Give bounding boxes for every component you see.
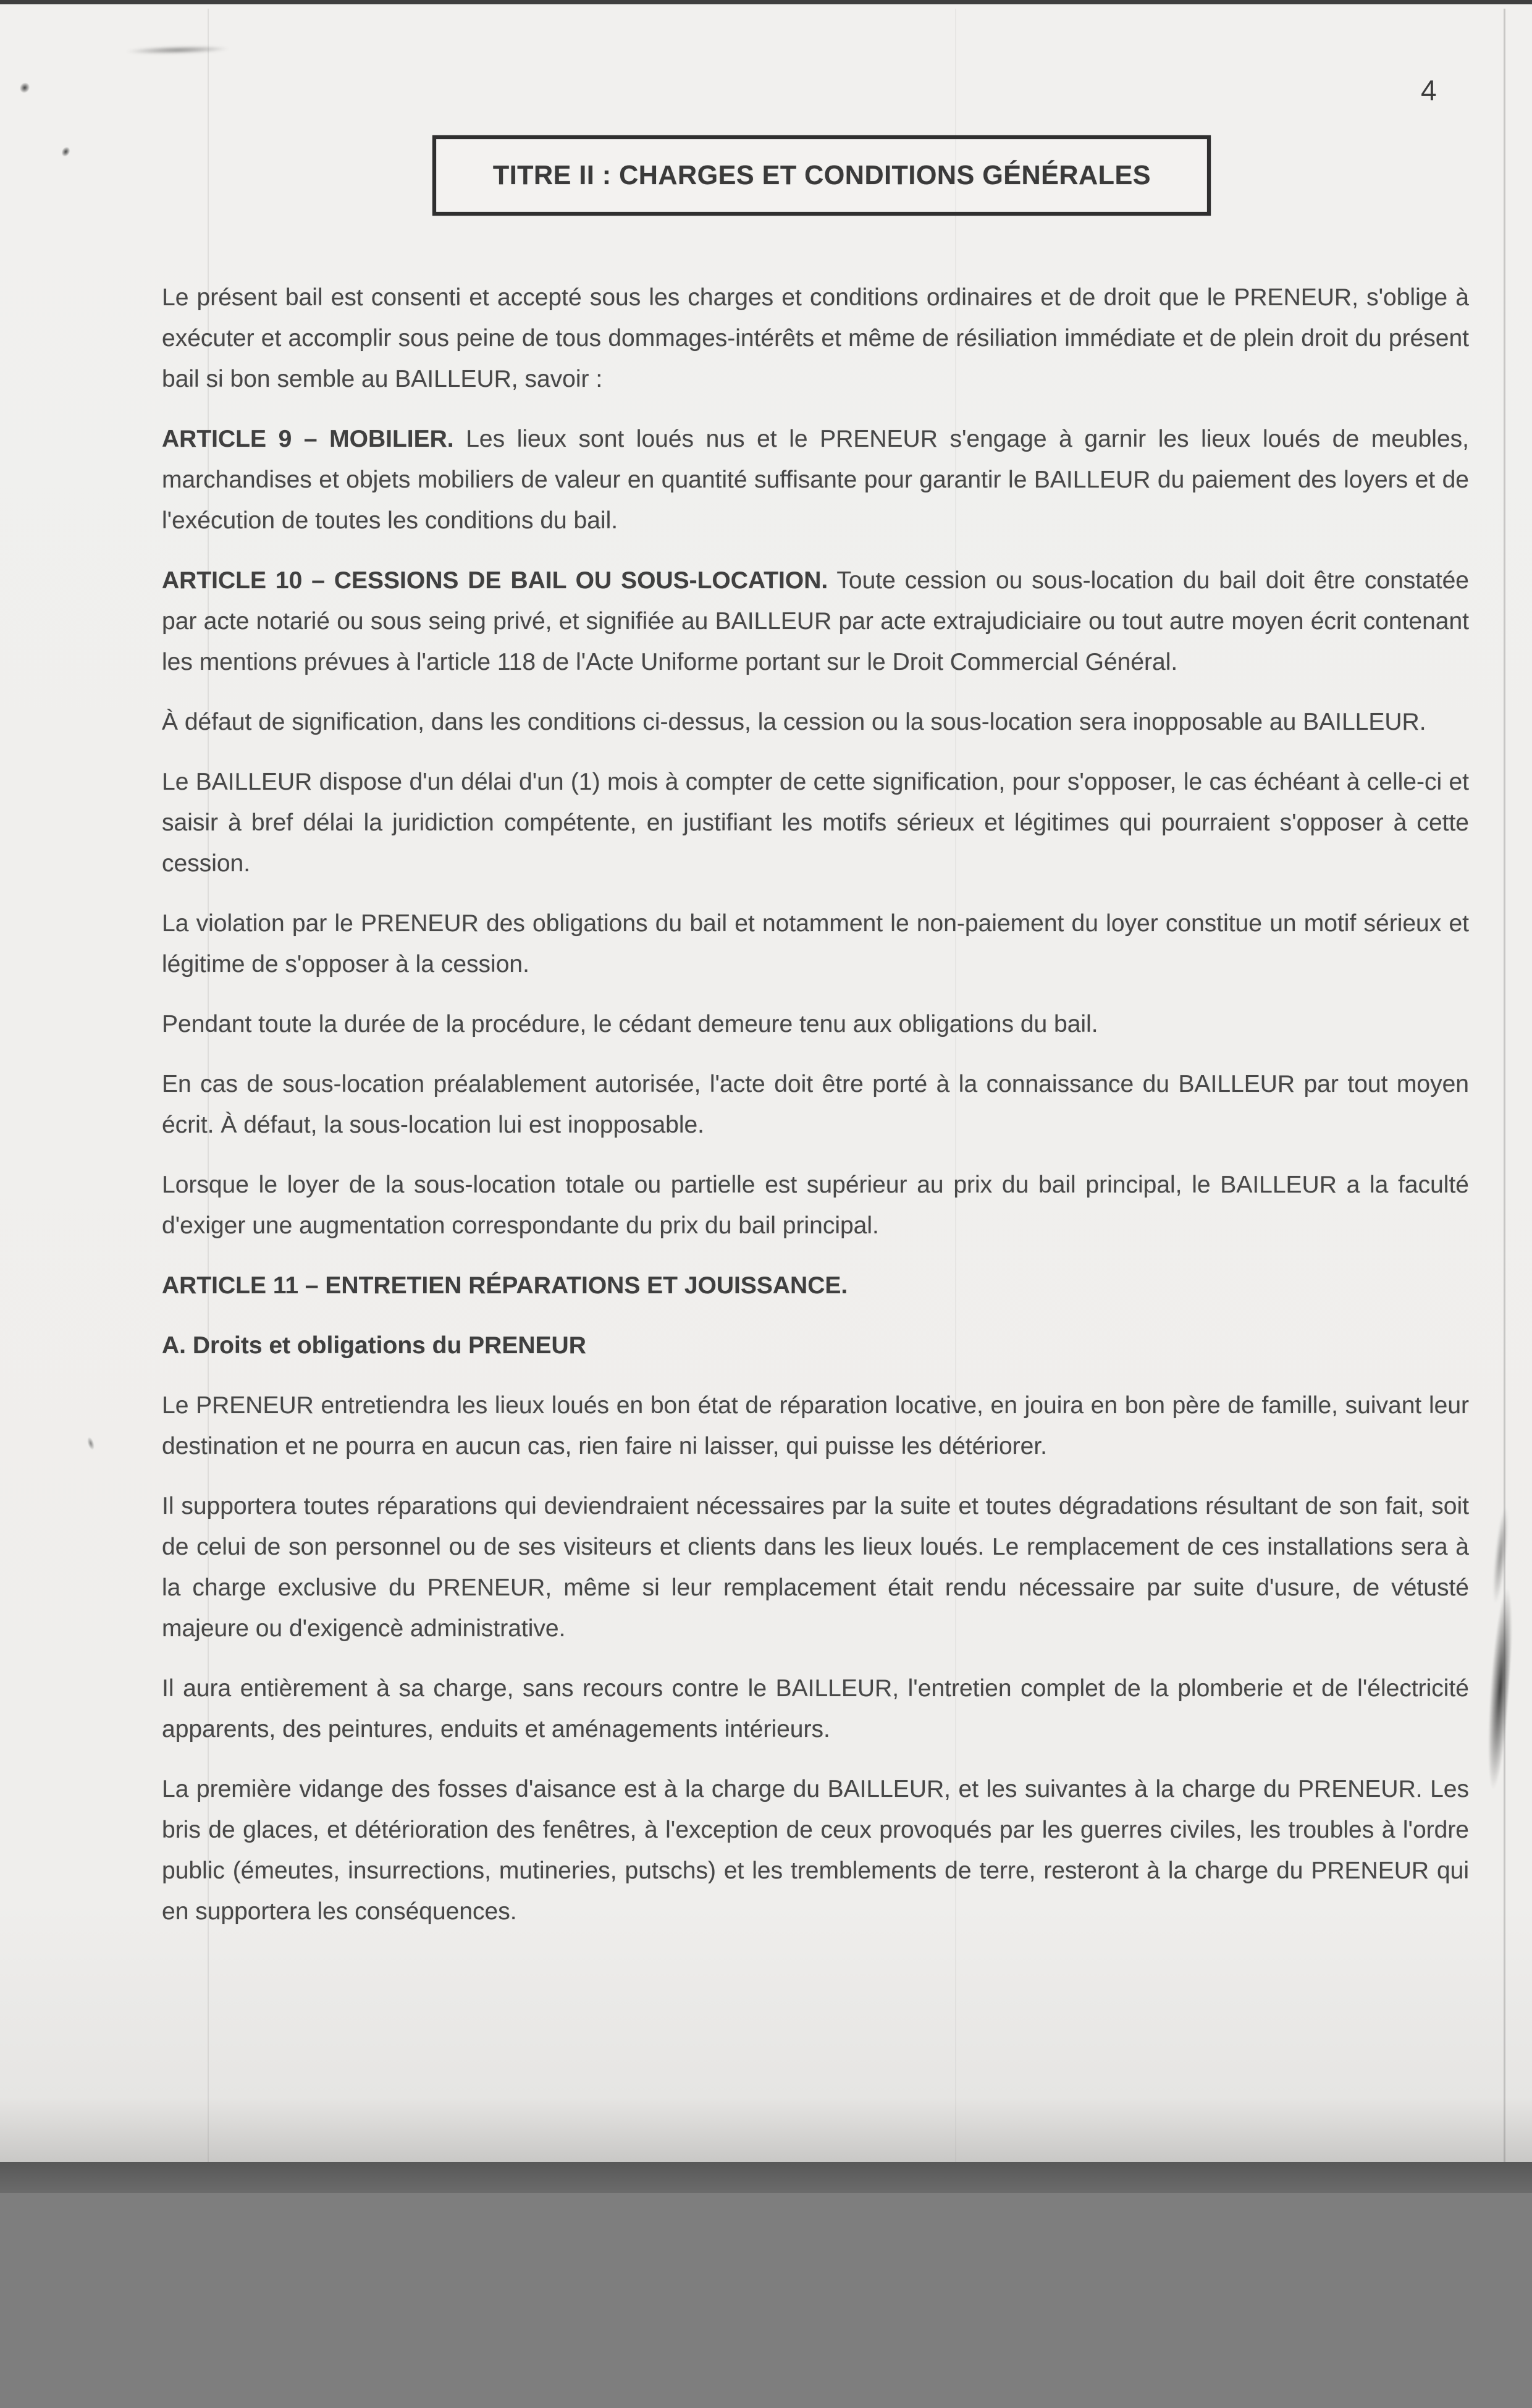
paragraph-sous-location-autorisee: En cas de sous-location préalablement autorisée, l'acte doit être porté à la connaissance du BAILLEUR par tout moyen écrit. À défaut, la sous-location lui est inopposable. — [162, 1071, 1469, 1138]
paragraph-signification: À défaut de signification, dans les conditions ci-dessus, la cession ou la sous-location sera inopposable au BAILLEUR. — [162, 709, 1426, 735]
paragraph-loyer-sous-location: Lorsque le loyer de la sous-location totale ou partielle est supérieur au prix du bail principal, le BAILLEUR a la faculté d'exiger une augmentation correspondante du prix du bail principal. — [162, 1172, 1469, 1239]
section-a-heading: A. Droits et obligations du PRENEUR — [162, 1332, 586, 1359]
article-11-heading: ARTICLE 11 – ENTRETIEN RÉPARATIONS ET JOUISSANCE. — [162, 1272, 848, 1299]
scanner-bed — [0, 2193, 1532, 2408]
article-9-heading: ARTICLE 9 – MOBILIER. — [162, 426, 454, 452]
paragraph-article-10 — [162, 560, 1469, 683]
paragraph-intro: Le présent bail est consenti et accepté sous les charges et conditions ordinaires et de droit que le PRENEUR, s'oblige à exécuter et accomplir sous peine de tous dommages-intérêts et même de résiliation immédiate et de plein droit du présent bail si bon semble au BAILLEUR, savoir : — [162, 284, 1469, 392]
document-page — [0, 4, 1532, 2162]
paragraph-plomberie: Il aura entièrement à sa charge, sans recours contre le BAILLEUR, l'entretien complet de la plomberie et de l'électricité apparents, des peintures, enduits et aménagements intérieurs. — [162, 1675, 1469, 1743]
paragraph-entretien: Le PRENEUR entretiendra les lieux loués en bon état de réparation locative, en jouira en bon père de famille, suivant leur destination et ne pourra en aucun cas, rien faire ni laisser, qui puisse les détériorer. — [162, 1392, 1469, 1460]
paper-bottom-shadow — [0, 2162, 1532, 2193]
paragraph-procedure: Pendant toute la durée de la procédure, le cédant demeure tenu aux obligations du bail. — [162, 1011, 1098, 1037]
article-10-heading: ARTICLE 10 – CESSIONS DE BAIL OU SOUS-LOCATION. — [162, 567, 828, 594]
scan-smudge — [127, 45, 229, 55]
paragraph-violation: La violation par le PRENEUR des obligations du bail et notamment le non-paiement du loyer constitue un motif sérieux et légitime de s'opposer à la cession. — [162, 910, 1469, 978]
paragraph-reparations: Il supportera toutes réparations qui deviendraient nécessaires par la suite et toutes dégradations résultant de son fait, soit de celui de son personnel ou de ses visiteurs et clients dans les lieux loués. Le remplacement de ces installations sera à la charge exclusive du PRENEUR, même si leur remplacement était rendu nécessaire par suite d'usure, de vétusté majeure ou d'exigencè administrative. — [162, 1493, 1469, 1642]
scanner-top-edge — [0, 0, 1532, 4]
page-title: TITRE II : CHARGES ET CONDITIONS GÉNÉRALES — [492, 160, 1151, 190]
page-number: 4 — [1421, 74, 1437, 106]
paragraph-vidange: La première vidange des fosses d'aisance est à la charge du BAILLEUR, et les suivantes à la charge du PRENEUR. Les bris de glaces, et détérioration des fenêtres, à l'exception de ceux provoqués par les guerres civiles, les troubles à l'ordre public (émeutes, insurrections, mutineries, putschs) et les tremblements de terre, resteront à la charge du PRENEUR qui en supportera les conséquences. — [162, 1776, 1469, 1925]
article-9-text: Les lieux sont loués nus et le PRENEUR s'engage à garnir les lieux loués de meubles, marchandises et objets mobiliers de valeur en quantité suffisante pour garantir le BAILLEUR du paiement des loyers et de l'exécution de toutes les conditions du bail. — [162, 426, 1469, 534]
scan-speck — [60, 145, 72, 158]
document-body — [0, 277, 1532, 1951]
title-box — [432, 135, 1211, 216]
paragraph-article-9 — [162, 419, 1469, 541]
article-10-text: Toute cession ou sous-location du bail doit être constatée par acte notarié ou sous seing privé, et signifiée au BAILLEUR par acte extrajudiciaire ou tout autre moyen écrit contenant les mentions prévues à l'article 118 de l'Acte Uniforme portant sur le Droit Commercial Général. — [162, 567, 1469, 675]
scan-speck — [17, 80, 32, 95]
paragraph-delai-opposition: Le BAILLEUR dispose d'un délai d'un (1) mois à compter de cette signification, pour s'opposer, le cas échéant à celle-ci et saisir à bref délai la juridiction compétente, en justifiant les motifs sérieux et légitimes qui pourraient s'opposer à cette cession. — [162, 769, 1469, 877]
